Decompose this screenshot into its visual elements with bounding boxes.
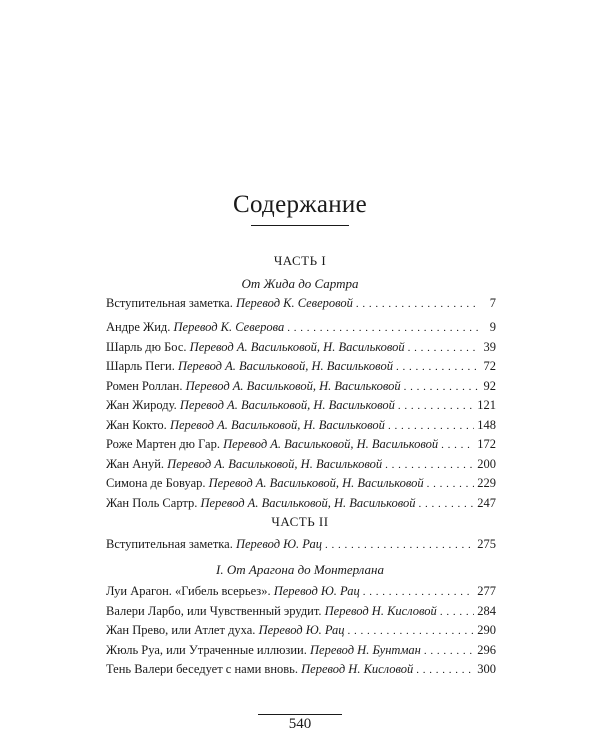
part-1-heading: ЧАСТЬ I: [273, 253, 327, 268]
folio-divider: [258, 714, 342, 715]
toc-entry-author: Шарль дю Бос.: [106, 339, 187, 354]
dot-leader: [325, 539, 474, 551]
part-2-intro-list: [106, 537, 496, 557]
toc-entry-author: Шарль Пеги.: [106, 359, 175, 373]
toc-entry-page: 92: [483, 378, 496, 393]
part-1-entries: [106, 320, 496, 515]
title-divider: [251, 225, 349, 226]
toc-entry: [106, 457, 496, 477]
dot-leader: [404, 381, 479, 393]
toc-entry-author: Симона де Бовуар.: [106, 476, 206, 490]
toc-entry-page: 200: [477, 456, 496, 471]
dot-leader: [388, 420, 474, 432]
toc-entry-translator: Перевод Ю. Рац: [258, 623, 345, 637]
toc-entry-page: 275: [477, 537, 496, 551]
toc-entry-translator: Перевод Ю. Рац: [235, 537, 322, 551]
toc-entry-translator: Перевод А. Васильковой, Н. Васильковой: [189, 339, 405, 354]
dot-leader: [385, 459, 474, 471]
toc-entry-translator: Перевод А. Васильковой, Н. Васильковой: [223, 437, 439, 451]
toc-entry: [106, 662, 496, 682]
toc-entry: [106, 643, 496, 663]
toc-entry-translator: Перевод А. Васильковой, Н. Васильковой: [177, 359, 393, 373]
dot-leader: [408, 342, 479, 354]
toc-entry-page: 229: [477, 476, 496, 490]
toc-entry-page: 72: [483, 359, 496, 373]
toc-entry-translator: Перевод К. Северовой: [235, 296, 353, 310]
toc-entry-page: 277: [477, 584, 496, 598]
dot-leader: [356, 298, 479, 310]
dot-leader: [363, 586, 475, 598]
page-title: Содержание: [233, 191, 367, 218]
dot-leader: [427, 478, 475, 490]
toc-entry-author: Жан Жироду.: [106, 398, 177, 412]
toc-entry-author: Тень Валери беседует с нами вновь.: [106, 662, 298, 676]
toc-entry: [106, 340, 496, 360]
toc-entry: [106, 476, 496, 496]
toc-entry-translator: Перевод А. Васильковой, Н. Васильковой: [200, 495, 416, 510]
toc-entry-author: Вступительная заметка.: [106, 537, 233, 551]
toc-entry-translator: Перевод А. Васильковой, Н. Васильковой: [185, 378, 401, 393]
toc-entry-translator: Перевод Н. Кисловой: [324, 603, 437, 618]
part-1-subtitle: От Жида до Сартра: [241, 276, 359, 291]
toc-entry-page: 39: [483, 339, 496, 354]
dot-leader: [398, 400, 474, 412]
toc-entry: [106, 584, 496, 604]
toc-entry-author: Жан Кокто.: [106, 417, 167, 432]
page-number: 540: [288, 716, 312, 732]
toc-entry-author: Валери Ларбо, или Чувственный эрудит.: [106, 603, 322, 618]
toc-entry-page: 296: [477, 642, 496, 657]
toc-entry: [106, 379, 496, 399]
toc-entry-page: 7: [489, 296, 496, 310]
dot-leader: [416, 664, 474, 676]
dot-leader: [396, 361, 479, 373]
toc-entry: [106, 418, 496, 438]
toc-entry-page: 121: [477, 398, 496, 412]
toc-entry-author: Андре Жид.: [106, 320, 171, 334]
toc-entry-author: Ромен Роллан.: [106, 378, 183, 393]
part-2-entries: [106, 584, 496, 682]
part-1-intro-list: [106, 296, 496, 316]
dot-leader: [287, 322, 479, 334]
toc-entry-author: Жюль Руа, или Утраченные иллюзии.: [106, 642, 307, 657]
toc-entry-translator: Перевод А. Васильковой, Н. Васильковой: [169, 417, 385, 432]
toc-entry-translator: Перевод К. Северова: [173, 320, 285, 334]
toc-entry: [106, 496, 496, 516]
toc-entry-translator: Перевод Ю. Рац: [273, 584, 360, 598]
toc-entry: [106, 359, 496, 379]
toc-entry-author: Луи Арагон. «Гибель всерьез».: [106, 584, 271, 598]
toc-entry-translator: Перевод А. Васильковой, Н. Васильковой: [179, 398, 395, 412]
dot-leader: [441, 439, 474, 451]
toc-entry-author: Жан Ануй.: [106, 456, 165, 471]
toc-entry-author: Жан Поль Сартр.: [106, 495, 198, 510]
toc-entry: [106, 537, 496, 557]
toc-entry-page: 148: [477, 417, 496, 432]
toc-entry-author: Роже Мартен дю Гар.: [106, 437, 220, 451]
toc-entry-page: 290: [477, 623, 496, 637]
dot-leader: [348, 625, 475, 637]
toc-entry-page: 284: [477, 603, 496, 618]
toc-entry-page: 300: [477, 662, 496, 676]
toc-entry: [106, 398, 496, 418]
toc-entry-page: 9: [489, 320, 496, 334]
toc-entry: [106, 604, 496, 624]
toc-entry-page: 172: [477, 437, 496, 451]
part-2-heading: ЧАСТЬ II: [271, 514, 329, 529]
toc-entry-translator: Перевод Н. Кисловой: [301, 662, 414, 676]
toc-entry-author: Вступительная заметка.: [106, 296, 233, 310]
toc-entry: [106, 320, 496, 340]
toc-entry-author: Жан Прево, или Атлет духа.: [106, 623, 256, 637]
toc-entry-translator: Перевод А. Васильковой, Н. Васильковой: [208, 476, 424, 490]
dot-leader: [419, 498, 475, 510]
toc-entry-translator: Перевод А. Васильковой, Н. Васильковой: [167, 456, 383, 471]
toc-entry: [106, 623, 496, 643]
toc-entry-page: 247: [477, 495, 496, 510]
toc-entry: [106, 437, 496, 457]
part-2-section-heading: I. От Арагона до Монтерлана: [216, 562, 384, 577]
toc-entry: [106, 296, 496, 316]
toc-entry-translator: Перевод Н. Бунтман: [310, 642, 421, 657]
dot-leader: [424, 645, 474, 657]
dot-leader: [440, 606, 474, 618]
